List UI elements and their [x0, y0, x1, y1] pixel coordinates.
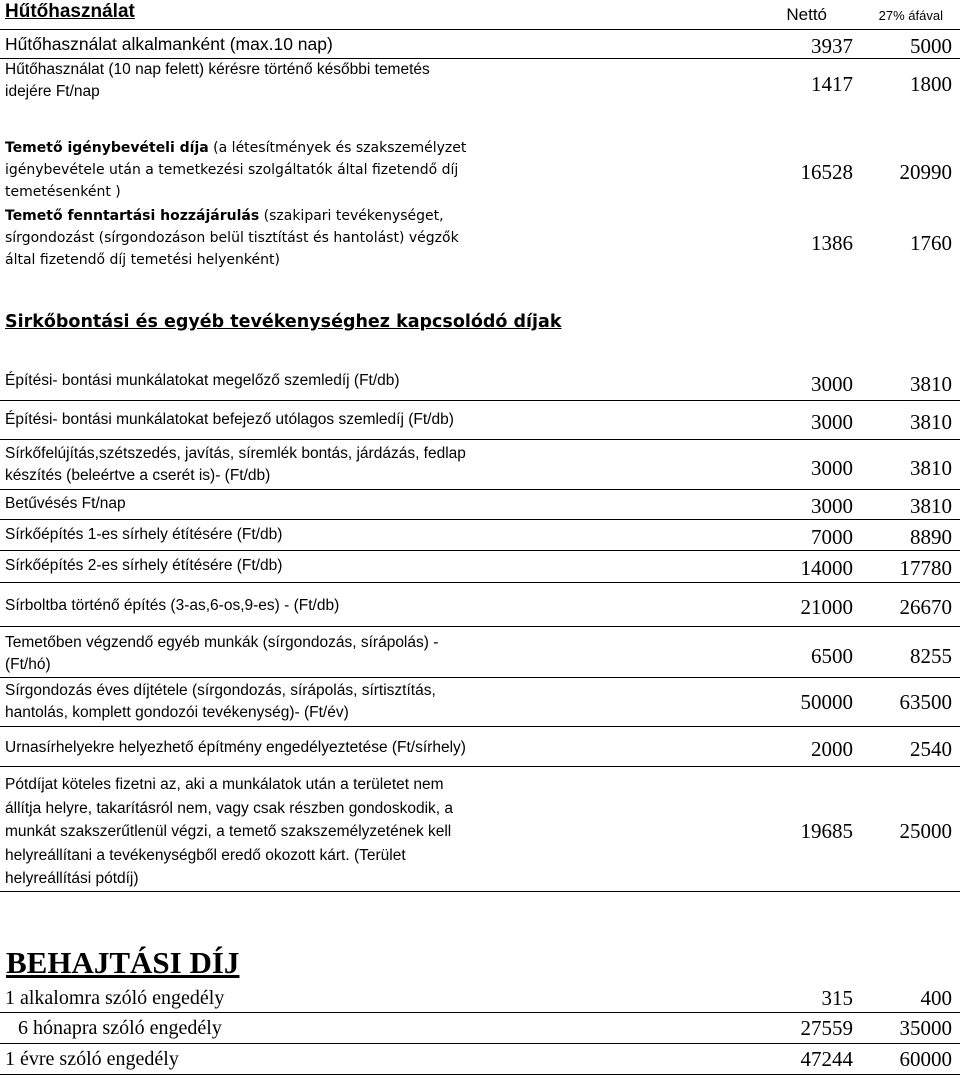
row-label-line: Sírgondozás éves díjtétele (sírgondozás, sírápolás, sírtisztítás, — [5, 682, 436, 699]
gross-value: 1760 — [910, 231, 952, 255]
divider — [0, 1012, 960, 1013]
row-label — [5, 205, 459, 271]
row-label-line: helyreállítási pótdíj) — [5, 870, 139, 887]
row-label-line: állítja helyre, takarításról nem, vagy csak részben gondoskodik, a — [5, 799, 454, 817]
net-value: 3000 — [811, 410, 853, 434]
divider — [0, 891, 960, 892]
divider — [0, 519, 960, 520]
net-value: 315 — [821, 986, 853, 1010]
net-value: 21000 — [800, 595, 853, 619]
row-label: Sírboltba történő építés (3-as,6-os,9-es) - (Ft/db) — [5, 597, 340, 614]
row-label: Sírkőépítés 2-es sírhely étítésére (Ft/db) — [5, 557, 283, 574]
net-column-header: Nettó — [786, 5, 827, 24]
row-label-text: (szakipari tevékenységet, — [259, 208, 444, 224]
row-label — [5, 680, 436, 724]
net-value: 3000 — [811, 372, 853, 396]
gross-value: 60000 — [899, 1047, 952, 1071]
net-value: 1386 — [811, 231, 853, 255]
net-value: 16528 — [800, 160, 853, 184]
net-value: 3000 — [811, 494, 853, 518]
row-label: Urnasírhelyekre helyezhető építmény engedélyeztetése (Ft/sírhely) — [5, 739, 466, 756]
row-label-line: hantolás, komplett gondozói tevékenység)- (Ft/év) — [5, 704, 349, 721]
gross-value: 3810 — [910, 456, 952, 480]
gross-value: 8890 — [910, 525, 952, 549]
divider — [0, 582, 960, 583]
divider — [0, 1043, 960, 1044]
gross-column-header: 27% áfával — [878, 8, 943, 23]
row-label: Építési- bontási munkálatokat befejező utólagos szemledíj (Ft/db) — [5, 411, 454, 428]
row-label — [5, 137, 466, 203]
row-label-line: Temetőben végzendő egyéb munkák (sírgondozás, sírápolás) - — [5, 634, 439, 651]
section-title: Sirkőbontási és egyéb tevékenységhez kapcsolódó díjak — [5, 312, 562, 332]
net-value: 3937 — [811, 34, 853, 58]
divider — [0, 400, 960, 401]
row-label — [5, 59, 430, 103]
row-label-line: Hűtőhasználat (10 nap felett) kérésre történő későbbi temetés — [5, 61, 430, 78]
divider — [0, 626, 960, 627]
row-label-bold: Temető igénybevételi díja — [5, 140, 209, 156]
row-label-line: által fizetendő díj temetési helyenként) — [5, 252, 280, 268]
row-label — [5, 443, 466, 487]
row-label-bold: Temető fenntartási hozzájárulás — [5, 208, 260, 224]
row-label-line: igénybevétele után a temetkezési szolgáltatók által fizetendő díj — [5, 162, 459, 178]
row-label: Betűvésés Ft/nap — [5, 495, 126, 512]
section-title: BEHAJTÁSI DÍJ — [6, 945, 240, 980]
row-label-line: Sírkőfelújítás,szétszedés, javítás, síremlék bontás, járdázás, fedlap — [5, 445, 466, 462]
gross-value: 3810 — [910, 494, 952, 518]
divider — [0, 726, 960, 727]
row-label-line: idejére Ft/nap — [5, 83, 100, 100]
row-label-text: (a létesítmények és szakszemélyzet — [208, 140, 467, 156]
gross-value: 2540 — [910, 737, 952, 761]
net-value: 1417 — [811, 72, 853, 96]
divider — [0, 766, 960, 767]
row-label: Építési- bontási munkálatokat megelőző szemledíj (Ft/db) — [5, 372, 400, 389]
row-label-line: helyreállítani a tevékenységből eredő okozott kárt. (Terület — [5, 846, 406, 864]
row-label: 1 alkalomra szóló engedély — [5, 987, 225, 1009]
gross-value: 25000 — [899, 819, 952, 843]
divider — [0, 1074, 960, 1075]
row-label — [5, 773, 453, 891]
row-label: 6 hónapra szóló engedély — [18, 1017, 222, 1039]
gross-value: 17780 — [899, 556, 952, 580]
row-label: Hűtőhasználat alkalmanként (max.10 nap) — [5, 34, 333, 54]
page-title: Hűtőhasználat — [5, 1, 135, 22]
net-value: 19685 — [800, 819, 853, 843]
row-label-line: Pótdíjat köteles fizetni az, aki a munkálatok után a területet nem — [5, 776, 444, 793]
divider — [0, 677, 960, 678]
row-label-line: sírgondozást (sírgondozáson belül tisztítást és hantolást) végzők — [5, 230, 459, 246]
net-value: 7000 — [811, 525, 853, 549]
gross-value: 8255 — [910, 644, 952, 668]
gross-value: 63500 — [899, 690, 952, 714]
gross-value: 400 — [920, 986, 952, 1010]
row-label-line: (Ft/hó) — [5, 656, 51, 673]
row-label: Sírkőépítés 1-es sírhely étítésére (Ft/db) — [5, 526, 283, 543]
net-value: 6500 — [811, 644, 853, 668]
divider — [0, 489, 960, 490]
divider — [0, 439, 960, 440]
divider — [0, 29, 960, 30]
row-label — [5, 632, 438, 676]
gross-value: 1800 — [910, 72, 952, 96]
row-label-line: temetésenként ) — [5, 184, 121, 200]
gross-value: 26670 — [899, 595, 952, 619]
net-value: 14000 — [800, 556, 853, 580]
net-value: 47244 — [800, 1047, 853, 1071]
net-value: 27559 — [800, 1016, 853, 1040]
row-label: 1 évre szóló engedély — [5, 1048, 179, 1070]
net-value: 50000 — [800, 690, 853, 714]
gross-value: 5000 — [910, 34, 952, 58]
row-label-line: készítés (beleértve a cserét is)- (Ft/db) — [5, 467, 271, 484]
gross-value: 35000 — [899, 1016, 952, 1040]
gross-value: 3810 — [910, 410, 952, 434]
gross-value: 20990 — [899, 160, 952, 184]
divider — [0, 550, 960, 551]
net-value: 3000 — [811, 456, 853, 480]
row-label-line: munkát szakszerűtlenül végzi, a temető szakszemélyzetének kell — [5, 823, 452, 840]
gross-value: 3810 — [910, 372, 952, 396]
net-value: 2000 — [811, 737, 853, 761]
